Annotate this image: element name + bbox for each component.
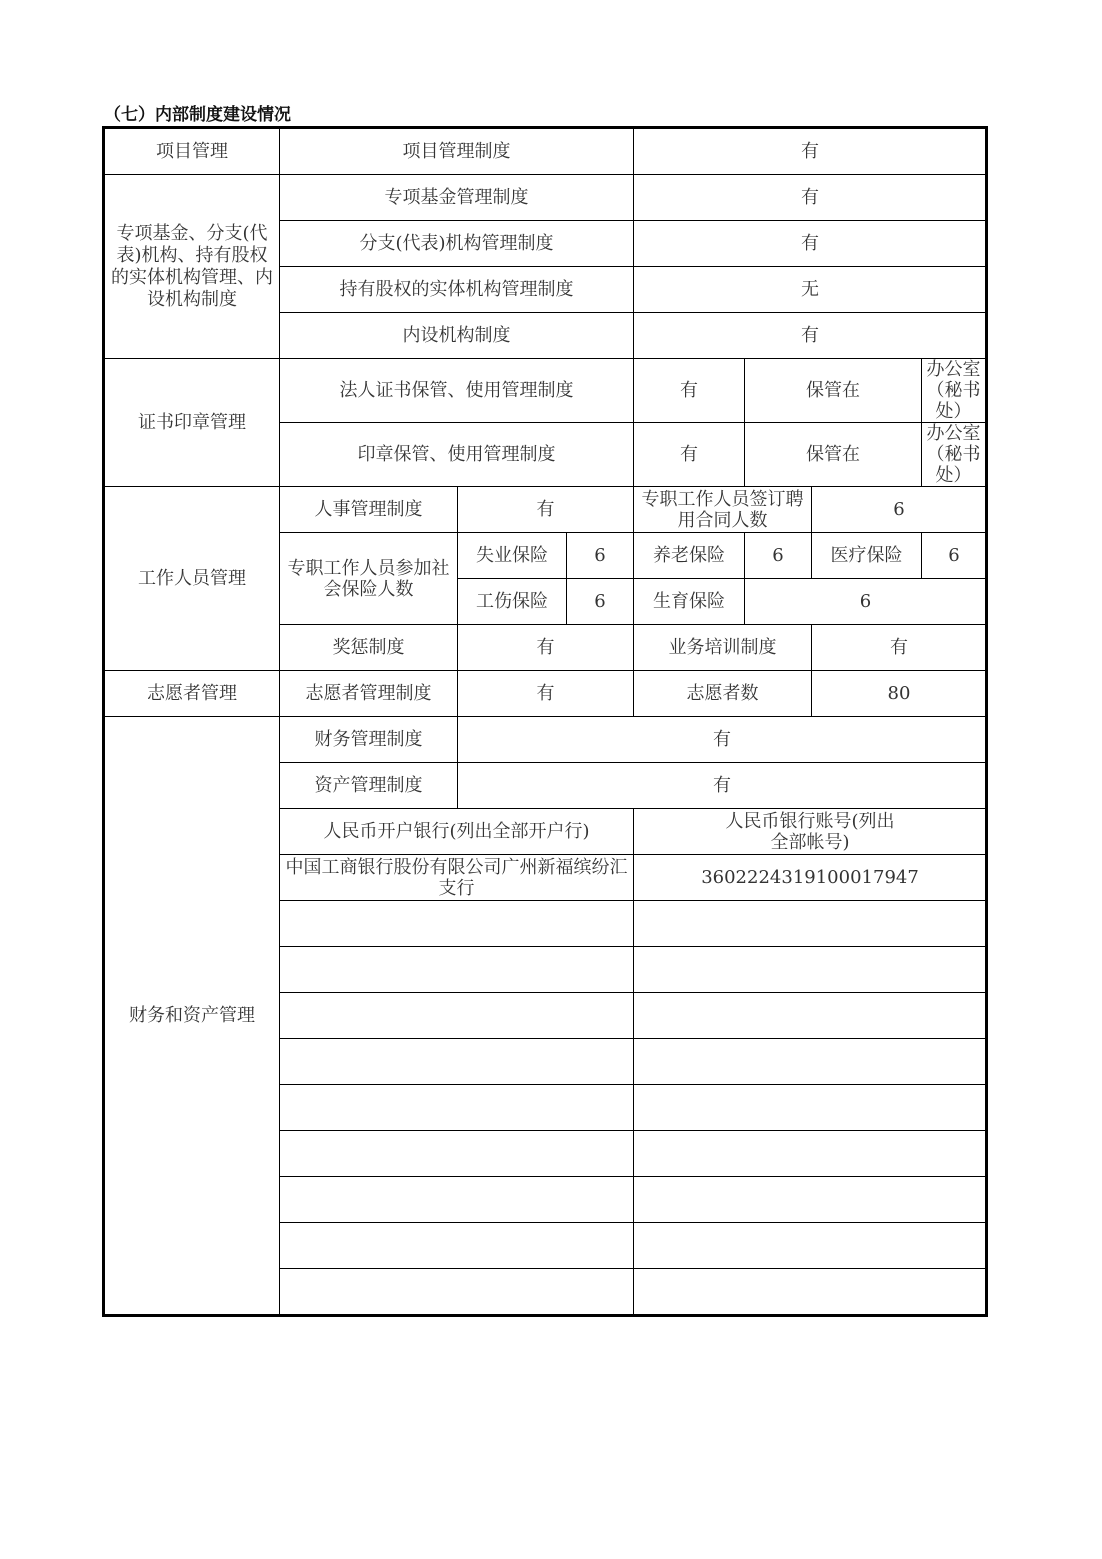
seal-item-value: 有 [634, 359, 745, 423]
branches-category: 专项基金、分支(代表)机构、持有股权的实体机构管理、内设机构制度 [104, 175, 280, 359]
seal-keep-value: 办公室（秘书处） [922, 359, 987, 423]
branch-item-label: 持有股权的实体机构管理制度 [280, 267, 634, 313]
account-header: 人民币银行账号(列出全部帐号) [634, 809, 987, 855]
project-system-value: 有 [634, 128, 987, 175]
hr-system-value: 有 [458, 487, 634, 533]
internal-system-table [102, 126, 988, 1317]
branch-item-value: 有 [634, 175, 987, 221]
training-system-value: 有 [812, 625, 987, 671]
branch-item-value: 有 [634, 313, 987, 359]
finance-row [104, 717, 987, 763]
seal-keep-label: 保管在 [745, 423, 922, 487]
finance-system-value: 有 [458, 717, 987, 763]
medical-value: 6 [922, 533, 987, 579]
branch-item-label: 分支(代表)机构管理制度 [280, 221, 634, 267]
insurance-label: 专职工作人员参加社会保险人数 [280, 533, 458, 625]
volunteer-system-label: 志愿者管理制度 [280, 671, 458, 717]
volunteer-system-value: 有 [458, 671, 634, 717]
seal-item-value: 有 [634, 423, 745, 487]
reward-system-label: 奖惩制度 [280, 625, 458, 671]
branch-item-label: 专项基金管理制度 [280, 175, 634, 221]
branch-item-label: 内设机构制度 [280, 313, 634, 359]
bank-name: 中国工商银行股份有限公司广州新福缤纷汇支行 [280, 855, 634, 901]
maternity-value: 6 [745, 579, 987, 625]
seal-keep-value: 办公室（秘书处） [922, 423, 987, 487]
section-title: （七）内部制度建设情况 [104, 105, 291, 125]
staff-category: 工作人员管理 [104, 487, 280, 671]
injury-value: 6 [567, 579, 634, 625]
volunteer-count-value: 80 [812, 671, 987, 717]
hr-system-label: 人事管理制度 [280, 487, 458, 533]
volunteer-row [104, 671, 987, 717]
branch-item-value: 有 [634, 221, 987, 267]
staff-hr-row [104, 487, 987, 533]
finance-system-label: 财务管理制度 [280, 717, 458, 763]
seals-category: 证书印章管理 [104, 359, 280, 487]
training-system-label: 业务培训制度 [634, 625, 812, 671]
account-number: 3602224319100017947 [634, 855, 987, 901]
seal-row [104, 359, 987, 423]
injury-label: 工伤保险 [458, 579, 567, 625]
contract-count-label: 专职工作人员签订聘用合同人数 [634, 487, 812, 533]
unemployment-value: 6 [567, 533, 634, 579]
project-system-label: 项目管理制度 [280, 128, 634, 175]
unemployment-label: 失业保险 [458, 533, 567, 579]
pension-value: 6 [745, 533, 812, 579]
asset-system-label: 资产管理制度 [280, 763, 458, 809]
volunteer-count-label: 志愿者数 [634, 671, 812, 717]
pension-label: 养老保险 [634, 533, 745, 579]
bank-header: 人民币开户银行(列出全部开户行) [280, 809, 634, 855]
seal-keep-label: 保管在 [745, 359, 922, 423]
project-category: 项目管理 [104, 128, 280, 175]
branch-item-value: 无 [634, 267, 987, 313]
medical-label: 医疗保险 [812, 533, 922, 579]
branch-row [104, 175, 987, 221]
maternity-label: 生育保险 [634, 579, 745, 625]
project-row [104, 128, 987, 175]
asset-system-value: 有 [458, 763, 987, 809]
contract-count-value: 6 [812, 487, 987, 533]
finance-category: 财务和资产管理 [104, 717, 280, 1316]
reward-system-value: 有 [458, 625, 634, 671]
seal-item-label: 印章保管、使用管理制度 [280, 423, 634, 487]
volunteer-category: 志愿者管理 [104, 671, 280, 717]
seal-item-label: 法人证书保管、使用管理制度 [280, 359, 634, 423]
